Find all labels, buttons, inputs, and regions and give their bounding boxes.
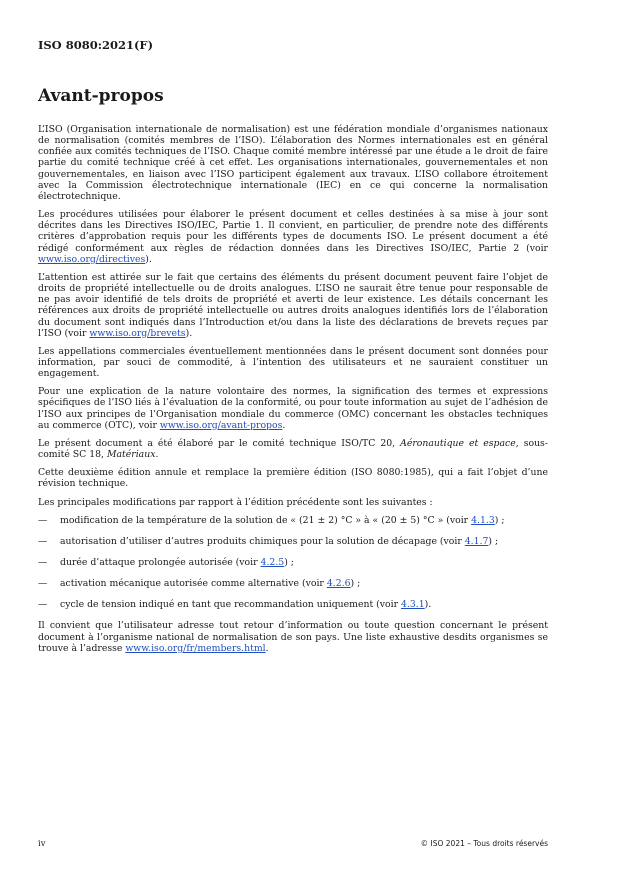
list-item <box>38 599 548 610</box>
paragraph-patents <box>38 272 548 339</box>
list-item-end: ) ; <box>350 578 361 590</box>
directives-link[interactable]: www.iso.org/directives <box>38 253 146 265</box>
list-item-end: ) ; <box>284 557 294 568</box>
list-item-end: ) ; <box>488 535 499 547</box>
dash-bullet: — <box>38 578 48 590</box>
document-id: ISO 8080:2021(F) <box>38 38 154 52</box>
paragraph-mid: , sous-comité SC 18, <box>38 437 548 461</box>
paragraph-text: Il convient que l’utilisateur adresse tout retour d’information ou toute question concernant le présent document à l’organisme national de normalisation de son pays. Une liste exhaustive desdits organismes se trouve à l’adresse <box>38 620 548 654</box>
list-item <box>38 536 548 547</box>
list-item-body <box>60 536 498 547</box>
list-item-text: activation mécanique autorisée comme alternative (voir <box>60 578 327 590</box>
paragraph-text: Pour une explication de la nature volontaire des normes, la signification des termes et expressions spécifiques de l’ISO liés à l’évaluation de la conformité, ou pour toute information au sujet de l’adhésion de l’ISO aux principes de l’Organisation mondiale du commerce (OMC) concernant les obstacles techniques au commerce (OTC), voir <box>38 386 548 431</box>
paragraph-end: . <box>155 449 159 461</box>
list-item-text: cycle de tension indiqué en tant que recommandation uniquement (voir <box>60 599 401 611</box>
paragraph-changes-intro: Les principales modifications par rapport à l’édition précédente sont les suivantes : <box>38 496 433 508</box>
paragraph-end: ). <box>145 253 152 265</box>
list-item-text: autorisation d’utiliser d’autres produits chimiques pour la solution de décapage (voir <box>60 535 465 547</box>
paragraph-text: L’attention est attirée sur le fait que certains des éléments du présent document peuvent faire l’objet de droits de propriété intellectuelle ou de droits analogues. L’ISO ne saurait être tenue pour responsable de ne pas avoir identifié de tels droits de propriété et averti de leur existence. Les détails concernant les références aux droits de propriété intellectuelle ou autres droits analogues identifiés lors de l’élaboration du document sont indiqués dans l’Introduction et/ou dans la liste des déclarations de brevets reçues par l’ISO (voir <box>38 271 548 339</box>
list-item <box>38 515 548 526</box>
clause-link-4-1-3[interactable]: 4.1.3 <box>471 514 495 526</box>
paragraph-end: ). <box>185 327 193 339</box>
list-item-end: ) ; <box>494 514 505 526</box>
committee-name: Aéronautique et espace <box>400 437 516 449</box>
clause-link-4-2-6[interactable]: 4.2.6 <box>326 578 351 590</box>
dash-bullet: — <box>38 535 48 547</box>
list-item <box>38 557 548 568</box>
paragraph-edition: Cette deuxième édition annule et remplace la première édition (ISO 8080:1985), qui a fait l’objet d’une révision technique. <box>38 467 548 490</box>
page-number: iv <box>38 839 46 849</box>
changes-list <box>38 515 548 611</box>
members-link[interactable]: www.iso.org/fr/members.html <box>125 642 266 654</box>
dash-bullet: — <box>38 514 48 526</box>
dash-bullet: — <box>38 557 48 568</box>
subcommittee-name: Matériaux <box>106 449 156 461</box>
list-item-text: durée d’attaque prolongée autorisée (voir <box>60 557 261 568</box>
paragraph-iso-intro: L’ISO (Organisation internationale de normalisation) est une fédération mondiale d’organismes nationaux de normalisation (comités membres de l’ISO). L’élaboration des Normes internationales est en général confiée aux comités techniques de l’ISO. Chaque comité membre intéressé par une étude a le droit de faire partie du comité technique créé à cet effet. Les organisations internationales, gouvernementales et non gouvernementales, en liaison avec l’ISO participent également aux travaux. L’ISO collabore étroitement avec la Commission électrotechnique internationale (IEC) en ce qui concerne la normalisation électrotechnique. <box>38 124 548 202</box>
list-item-text: modification de la température de la solution de « (21 ± 2) °C » à « (20 ± 5) °C » (voir <box>60 514 472 526</box>
paragraph-feedback <box>38 620 548 653</box>
clause-link-4-2-5[interactable]: 4.2.5 <box>260 557 285 568</box>
list-item-body <box>60 557 294 568</box>
paragraph-end: . <box>282 419 286 431</box>
foreword-body <box>38 124 548 661</box>
page-title: Avant-propos <box>38 86 164 106</box>
list-item <box>38 578 548 589</box>
clause-link-4-3-1[interactable]: 4.3.1 <box>400 599 425 611</box>
paragraph-text: Le présent document a été élaboré par le comité technique ISO/TC 20, <box>38 437 401 449</box>
list-item-body <box>60 578 360 589</box>
paragraph-procedures <box>38 209 548 265</box>
paragraph-voluntary-nature <box>38 386 548 431</box>
paragraph-end: . <box>265 642 269 654</box>
paragraph-trade-names: Les appellations commerciales éventuellement mentionnées dans le présent document sont données pour information, par souci de commodité, à l’intention des utilisateurs et ne sauraient constituer un engagement. <box>38 345 548 380</box>
patents-link[interactable]: www.iso.org/brevets <box>89 327 186 339</box>
dash-bullet: — <box>38 599 48 611</box>
list-item-end: ). <box>424 599 432 611</box>
copyright-notice: © ISO 2021 – Tous droits réservés <box>420 839 548 848</box>
clause-link-4-1-7[interactable]: 4.1.7 <box>464 535 489 547</box>
foreword-link[interactable]: www.iso.org/avant-propos <box>159 419 283 431</box>
paragraph-committee <box>38 438 548 460</box>
list-item-body <box>60 599 431 610</box>
list-item-body <box>60 515 504 526</box>
paragraph-text: Les procédures utilisées pour élaborer le présent document et celles destinées à sa mise à jour sont décrites dans les Directives ISO/IEC, Partie 1. Il convient, en particulier, de prendre note des différents critères d’approbation requis pour les différents types de documents ISO. Le présent document a été rédigé conformément aux règles de rédaction données dans les Directives ISO/IEC, Partie 2 (voir <box>38 209 548 254</box>
